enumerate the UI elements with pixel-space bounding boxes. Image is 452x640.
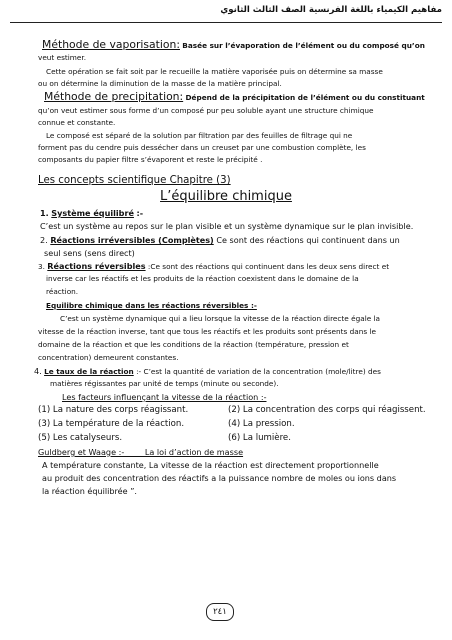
law-heading: Guldberg et Waage :- La loi d’action de masse [38, 447, 244, 457]
item-4-definition: :- C’est la quantité de variation de la concentration (mole/litre) des [136, 367, 381, 376]
item-4-line-1 [34, 366, 381, 377]
chapter-label: Les concepts scientifique Chapitre (3) [38, 175, 231, 186]
chapter-title: L’équilibre chimique [160, 189, 292, 204]
item-2-definition: Ce sont des réactions qui continuent dans un [216, 235, 400, 245]
vaporisation-line-1 [42, 40, 425, 51]
law-line-3: la réaction équilibrée ”. [42, 486, 137, 496]
equilibrium-line-3: domaine de la réaction et que les conditions de la réaction (température, pression et [38, 340, 349, 349]
item-2-line-2: seul sens (sens direct) [44, 248, 135, 258]
vaporisation-definition: Basée sur l’évaporation de l’élément ou du composé qu’on [182, 41, 425, 50]
precipitation-line-1 [44, 92, 425, 103]
item-2-number: 2. [40, 235, 48, 245]
equilibrium-line-4: concentration) demeurent constantes. [38, 353, 179, 362]
equilibrium-line-1: C’est un système dynamique qui a lieu lorsque la vitesse de la réaction directe égale la [60, 314, 381, 323]
precipitation-paragraph-3: composants du papier filtre s’évaporent et reste le précipité . [38, 155, 263, 164]
precipitation-paragraph-1: Le composé est séparé de la solution par filtration par des feuilles de filtrage qui ne [46, 131, 353, 140]
item-1-definition: C’est un système au repos sur le plan visible et un système dynamique sur le plan invisible. [40, 221, 414, 231]
factor-1: (1) La nature des corps réagissant. [38, 405, 189, 415]
precipitation-line-2: qu’on veut estimer sous forme d’un composé pur peu soluble ayant une structure chimique [38, 106, 374, 115]
vaporisation-heading: Méthode de vaporisation: [42, 38, 180, 51]
vaporisation-line-2: veut estimer. [38, 53, 87, 62]
item-1-heading [40, 208, 143, 218]
item-3-number: 3. [38, 262, 45, 271]
item-3-term: Réactions réversibles [47, 261, 146, 271]
equilibrium-line-2: vitesse de la réaction inverse, tant que tous les réactifs et les produits sont présents dans le [38, 327, 376, 336]
factor-4: (4) La pression. [228, 419, 295, 429]
factor-6: (6) La lumière. [228, 433, 291, 443]
precipitation-heading: Méthode de precipitation: [44, 90, 184, 103]
item-4-term: Le taux de la réaction [44, 367, 134, 376]
factor-5: (5) Les catalyseurs. [38, 433, 123, 443]
header-rule [10, 22, 442, 23]
law-line-2: au produit des concentration des réactifs a la puissance nombre de moles ou ions dans [42, 473, 397, 483]
item-2-line-1 [40, 235, 400, 245]
item-2-term: Réactions irréversibles (Complètes) [50, 235, 214, 245]
law-line-1: A température constante, La vitesse de la réaction est directement proportionnelle [42, 460, 379, 470]
precipitation-definition: Dépend de la précipitation de l’élément ou du constituant [185, 93, 425, 102]
item-1-colon: :- [136, 208, 144, 218]
item-3-line-1 [38, 261, 389, 272]
page-number: ٢٤١ [206, 603, 234, 621]
precipitation-paragraph-2: forment pas du cendre puis dessécher dans un creuset par une combustion complète, les [38, 143, 366, 152]
item-4-number: 4. [34, 366, 42, 376]
factor-3: (3) La température de la réaction. [38, 419, 185, 429]
vaporisation-paragraph-2: ou on détermine la diminution de la masse de la matière principal. [38, 79, 282, 88]
item-3-definition: :Ce sont des réactions qui continuent dans les deux sens direct et [147, 262, 390, 271]
item-4-line-2: matières régissantes par unité de temps (minute ou seconde). [50, 379, 279, 388]
vaporisation-paragraph-1: Cette opération se fait soit par le recueille la matière vaporisée puis on détermine sa masse [46, 67, 383, 76]
factor-2: (2) La concentration des corps qui réagissent. [228, 405, 426, 415]
factors-heading: Les facteurs influençant la vitesse de la réaction :- [62, 392, 267, 402]
item-3-line-2: inverse car les réactifs et les produits de la réaction coexistent dans le domaine de la [46, 274, 359, 283]
precipitation-line-3: connue et constante. [38, 118, 116, 127]
item-1-term: Système équilibré [51, 208, 134, 218]
item-1-number: 1. [40, 208, 49, 218]
page-header: مفاهيم الكيمياء باللغة الفرنسية الصف الثالث الثانوي [220, 5, 442, 15]
item-3-line-3: réaction. [46, 287, 79, 296]
equilibrium-heading: Equilibre chimique dans les réactions réversibles :- [46, 301, 257, 310]
